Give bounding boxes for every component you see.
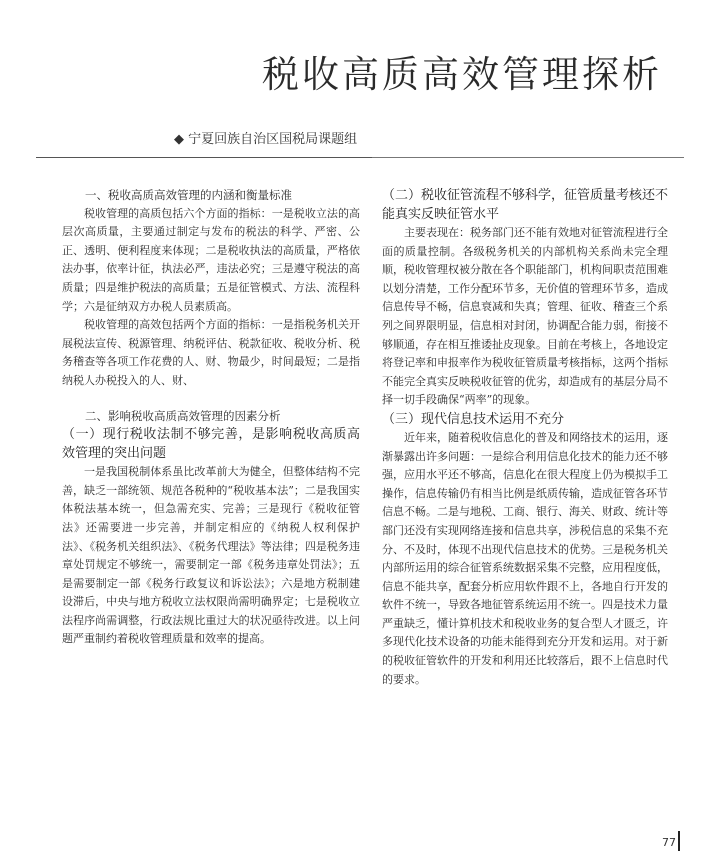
subsection-heading-3: （三）现代信息技术运用不充分: [382, 411, 565, 427]
page-number: 77: [662, 836, 676, 849]
paragraph-efficiency-indicators: 税收管理的高效包括两个方面的指标：一是指税务机关开展税法宣传、税源管理、纳税评估、税款征收、税收分析、税务稽查等各项工作花费的人、财、物最少，时间最短；二是指纳税人办税投入的人、财、: [62, 318, 360, 387]
author-line: ◆ 宁夏回族自治区国税局课题组: [174, 132, 358, 147]
article-title: 税收高质高效管理探析: [262, 53, 662, 96]
section-heading-2: 二、影响税收高质高效管理的因素分析: [85, 408, 281, 423]
spacer: [62, 391, 360, 407]
paragraph-legal-issues: 一是我国税制体系虽比改革前大为健全，但整体结构不完善，缺乏一部统领、规范各税种的“税收基本法”；二是我国实体税法基本统一，但急需充实、完善；三是现行《税收征管法》还需要进一步完善，并制定相应的《纳税人权利保护法》、《税务机关组织法》、《税务代理法》等法律；四是税务违章处罚规定不够统一，需要制定一部《税务违章处罚法》；五是需要制定一部《税务行政复议和诉讼法》；六是地方税制建设滞后，中央与地方税收立法权限尚需明确界定；七是税收立法程序尚需调整，行政法规比重过大的状况亟待改进。以上问题严重制约着税收管理质量和效率的提高。: [62, 465, 360, 646]
right-column: [382, 186, 668, 689]
left-column: [62, 186, 360, 649]
subsection-heading-1: （一）现行税收法制不够完善，是影响税收高质高效管理的突出问题: [62, 427, 360, 462]
page-marker-bar: [678, 831, 680, 851]
paragraph-it-issues: 近年来，随着税收信息化的普及和网络技术的运用，逐渐暴露出许多问题：一是综合利用信息化技术的能力还不够强，应用水平还不够高，信息化在很大程度上仍为模拟手工操作，信息传输仍有相当比例是纸质传输，造成征管各环节信息不畅。二是与地税、工商、银行、海关、财政、统计等部门还没有实现网络连接和信息共享，涉税信息的采集不充分、不及时，体现不出现代信息技术的优势。三是税务机关内部所运用的综合征管系统数据采集不完整，应用程度低，信息不能共享，配套分析应用软件跟不上，各地自行开发的软件不统一，导致各地征管系统运用不统一。四是技术力量严重缺乏，懂计算机技术和税收业务的复合型人才匮乏，许多现代化技术设备的功能未能得到充分开发和运用。对于新的税收征管软件的开发和利用还比较落后，跟不上信息时代的要求。: [382, 430, 668, 686]
subsection-heading-2: （二）税收征管流程不够科学，征管质量考核还不能真实反映征管水平: [382, 188, 669, 222]
paragraph-process-issues: 主要表现在：税务部门还不能有效地对征管流程进行全面的质量控制。各级税务机关的内部机构关系尚未完全理顺，税收管理权被分散在各个职能部门，机构间职责范围难以划分清楚，工作分配环节多，无价值的管理环节多，造成信息传导不畅，信息衰减和失真；管理、征收、稽查三个系列之间界限明显，信息相对封闭，协调配合能力弱，衔接不够顺通，存在相互推诿扯皮现象。目前在考核上，各地设定将登记率和申报率作为税收征管质量考核指标，这两个指标不能完全真实反映税收征管的优劣，却造成有的基层分局不择一切手段确保“两率”的现象。: [382, 226, 668, 407]
header-rule-left: [36, 157, 372, 158]
paragraph-quality-indicators: 税收管理的高质包括六个方面的指标：一是税收立法的高层次高质量，主要通过制定与发布的税法的科学、严密、公正、透明、便利程度来体现；二是税收执法的高质量，严格依法办事，依率计征，执法必严，违法必究；三是遵守税法的高质量；四是维护税法的高质量；五是征管模式、方法、流程科学；六是征纳双方办税人员素质高。: [62, 206, 360, 313]
section-heading-1: 一、税收高质高效管理的内涵和衡量标准: [85, 188, 292, 202]
header-rule-right: [372, 157, 684, 158]
